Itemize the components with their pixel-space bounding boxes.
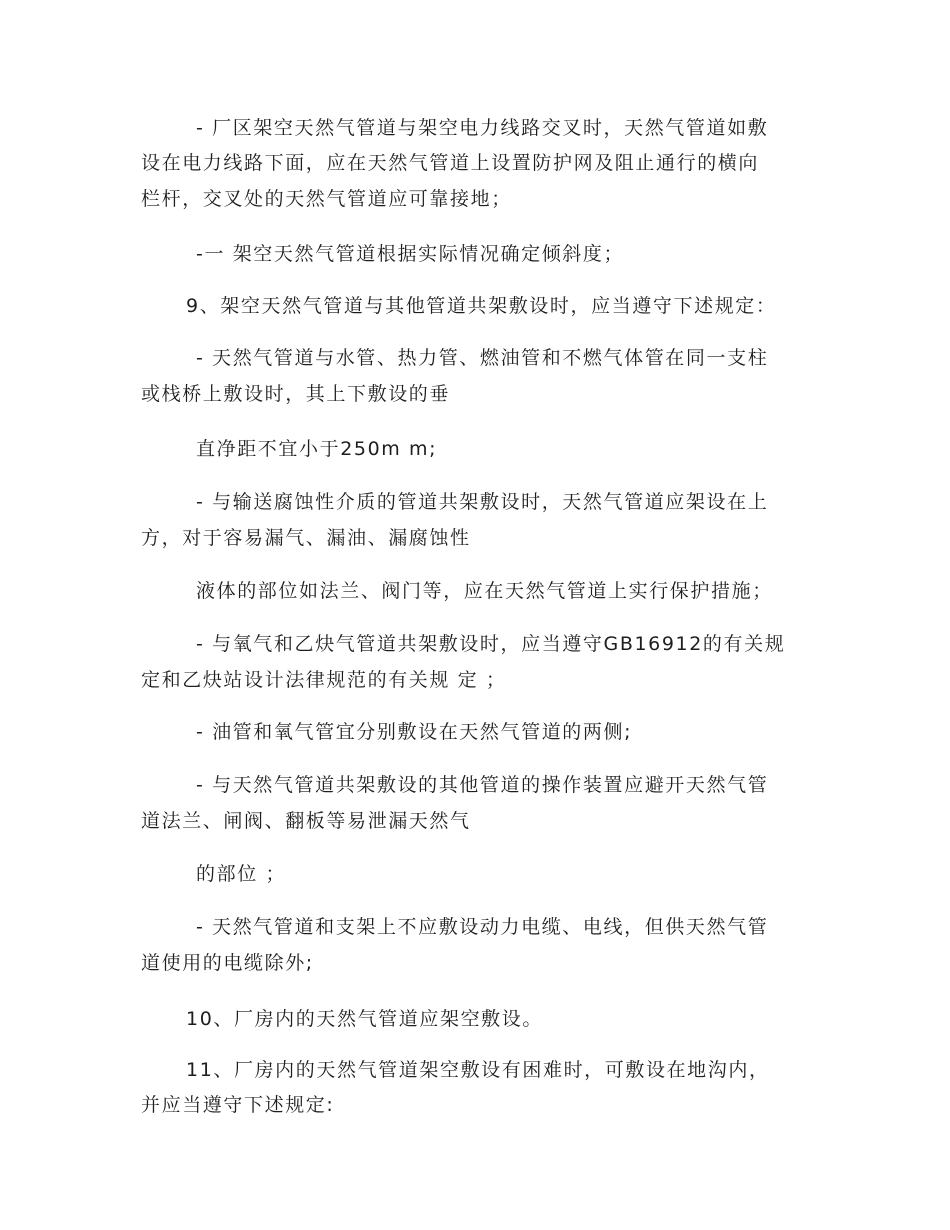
text-line: - 天然气管道与水管、热力管、燃油管和不燃气体管在同一支柱 (196, 347, 769, 369)
text-line: - 与输送腐蚀性介质的管道共架敷设时，天然气管道应架设在上 (196, 491, 769, 513)
text-line: 设在电力线路下面，应在天然气管道上设置防护网及阻止通行的横向 (141, 152, 760, 174)
text-line: - 与氧气和乙炔气管道共架敷设时，应当遵守GB16912的有关规 (196, 633, 786, 655)
text-line: - 与天然气管道共架敷设的其他管道的操作装置应避开天然气管 (196, 774, 769, 796)
text-line: 方，对于容易漏气、漏油、漏腐蚀性 (141, 527, 471, 549)
text-line: 或栈桥上敷设时，其上下敷设的垂 (141, 383, 451, 405)
text-line: 的部位 ； (196, 863, 287, 885)
text-line: -一 架空天然气管道根据实际情况确定倾斜度； (196, 243, 625, 265)
text-line: 9、架空天然气管道与其他管道共架敷设时，应当遵守下述规定： (186, 295, 777, 317)
text-line: 道法兰、闸阀、翻板等易泄漏天然气 (141, 810, 471, 832)
text-line: 并应当遵守下述规定: (141, 1094, 335, 1116)
text-line: - 厂区架空天然气管道与架空电力线路交叉时，天然气管道如敷 (196, 117, 769, 139)
text-line: 直净距不宜小于250m m; (196, 438, 438, 460)
text-line: 10、厂房内的天然气管道应架空敷设。 (186, 1008, 543, 1030)
text-line: - 天然气管道和支架上不应敷设动力电缆、电线，但供天然气管 (196, 916, 769, 938)
text-line: 道使用的电缆除外; (141, 952, 314, 974)
text-line: 11、厂房内的天然气管道架空敷设有困难时，可敷设在地沟内， (186, 1059, 770, 1081)
text-line: - 油管和氧气管宜分别敷设在天然气管道的两侧; (196, 721, 633, 743)
text-line: 定和乙炔站设计法律规范的有关规 定 ； (141, 669, 507, 691)
text-line: 液体的部位如法兰、阀门等，应在天然气管道上实行保护措施； (196, 580, 773, 602)
text-line: 栏杆，交叉处的天然气管道应可靠接地； (141, 188, 512, 210)
